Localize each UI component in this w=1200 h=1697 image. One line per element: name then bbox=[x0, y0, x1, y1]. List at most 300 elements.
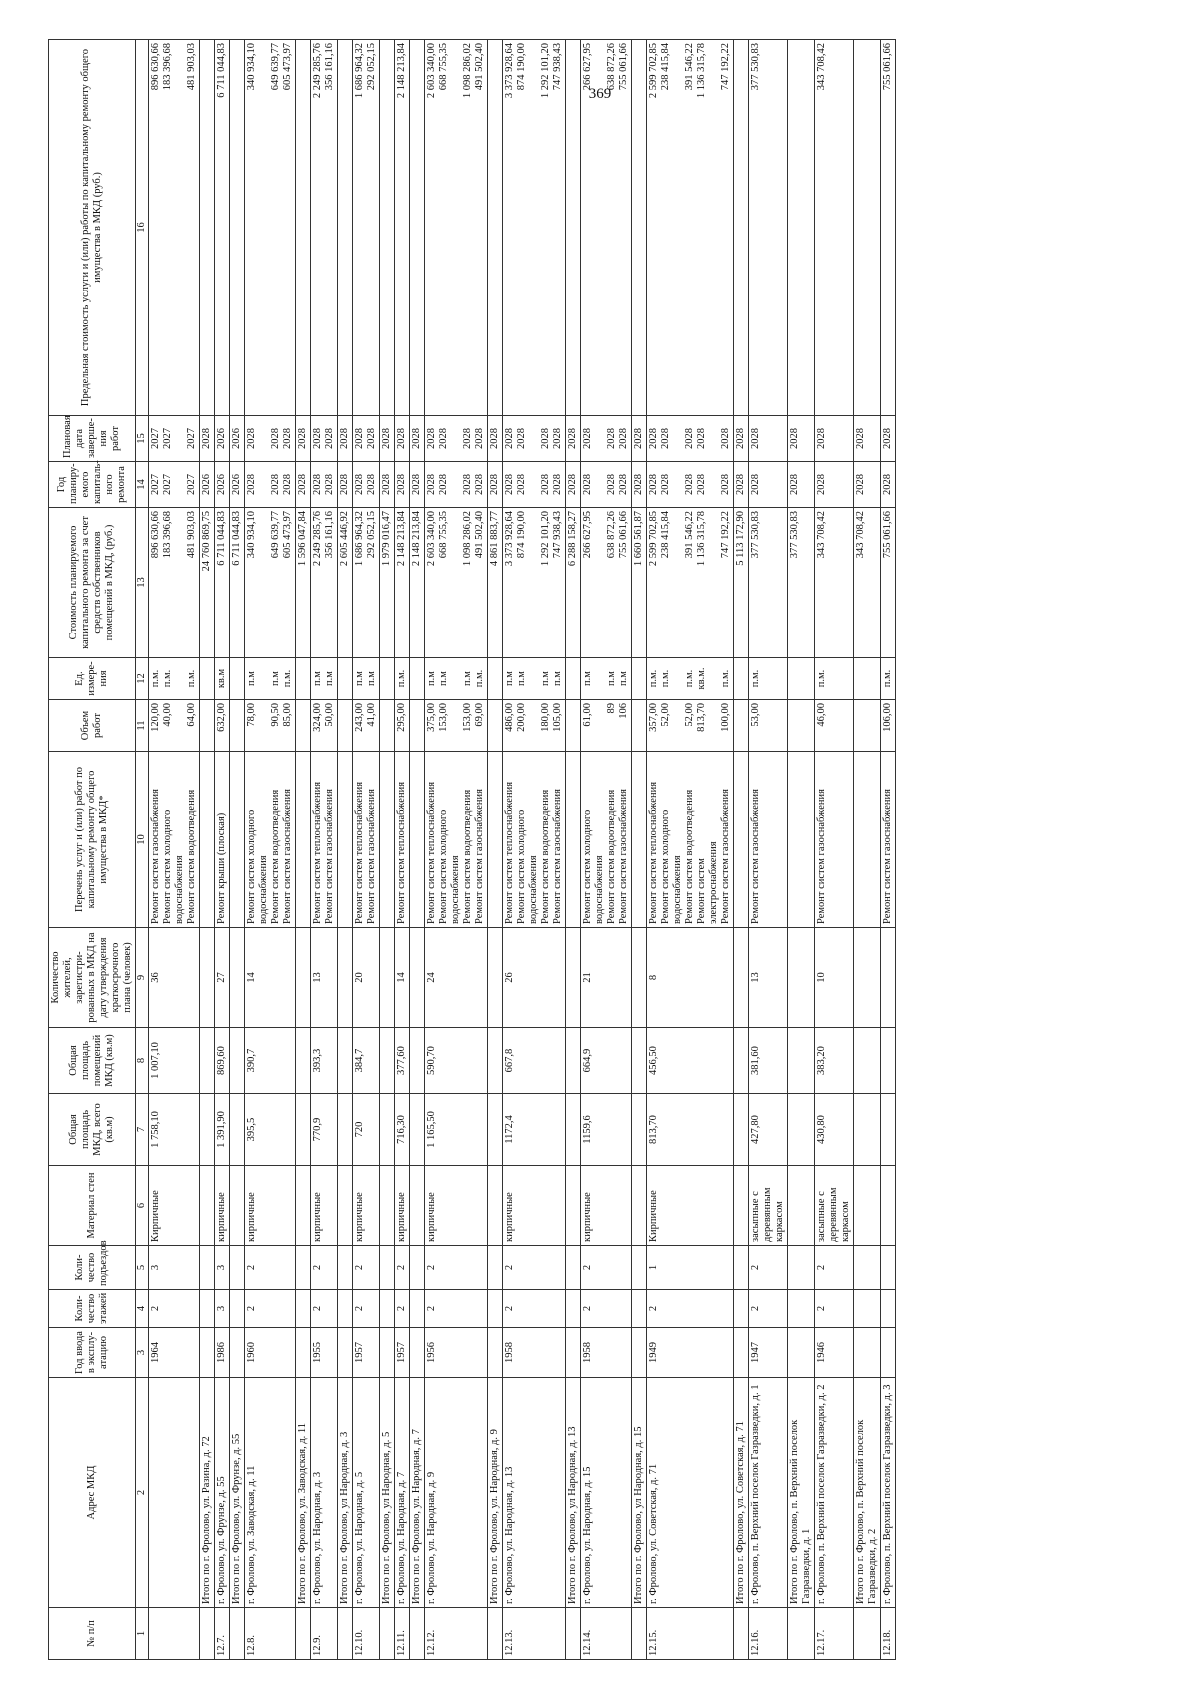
cost-limit-line: 1 292 101,20 bbox=[540, 43, 551, 99]
unit bbox=[581, 658, 632, 700]
unit bbox=[338, 658, 353, 700]
column-number: 16 bbox=[136, 40, 149, 416]
completion-date bbox=[311, 416, 338, 462]
residents: 27 bbox=[215, 928, 230, 1028]
total-area bbox=[380, 1094, 395, 1166]
unit-line: кв.м. bbox=[696, 667, 707, 690]
cost-limit bbox=[311, 40, 338, 416]
completion-date-line: 2028 bbox=[354, 428, 365, 449]
work-volume-line: 89 bbox=[606, 703, 617, 714]
works-list-line: Ремонт систем газоснабжения bbox=[366, 789, 377, 924]
repair-year-line: 2028 bbox=[660, 474, 671, 495]
repair-year bbox=[311, 462, 338, 508]
work-volume-line bbox=[174, 703, 186, 748]
unit bbox=[488, 658, 503, 700]
repair-year bbox=[854, 462, 881, 508]
completion-date-line: 2028 bbox=[504, 428, 515, 449]
completion-date-line: 2028 bbox=[816, 428, 827, 449]
residents bbox=[296, 928, 311, 1028]
works-list-line: Ремонт систем газоснабжения bbox=[618, 789, 629, 924]
total-area: 395,5 bbox=[245, 1094, 296, 1166]
repair-year bbox=[788, 462, 815, 508]
completion-date-line: 2026 bbox=[216, 428, 227, 449]
completion-date-line: 2028 bbox=[516, 428, 527, 449]
works-list-line: водоснабжения bbox=[174, 855, 185, 924]
wall-material bbox=[566, 1166, 581, 1246]
repair-year-line: 2027 bbox=[162, 474, 173, 495]
column-number-row bbox=[136, 40, 149, 1660]
cost-limit bbox=[380, 40, 395, 416]
column-number: 5 bbox=[136, 1246, 149, 1290]
unit-line: п.м bbox=[426, 671, 437, 686]
repair-year-line: 2028 bbox=[282, 474, 293, 495]
cost-limit-line: 896 630,66 bbox=[150, 43, 161, 91]
works-list bbox=[425, 752, 488, 928]
unit-line: п.м. bbox=[150, 669, 161, 688]
total-area: 1 165,50 bbox=[425, 1094, 488, 1166]
repair-year-line: 2028 bbox=[366, 474, 377, 495]
year-built: 1957 bbox=[353, 1328, 380, 1378]
unit-line: п.м. bbox=[396, 669, 407, 688]
completion-date bbox=[581, 416, 632, 462]
repair-year-line bbox=[174, 465, 186, 504]
residents bbox=[788, 928, 815, 1028]
work-volume-line: 61,00 bbox=[582, 703, 593, 727]
repair-year-line: 2028 bbox=[618, 474, 629, 495]
completion-date bbox=[749, 416, 788, 462]
floors: 2 bbox=[749, 1290, 788, 1328]
total-area bbox=[881, 1094, 896, 1166]
planned-cost-line: 266 627,95 bbox=[582, 511, 593, 559]
planned-cost-line: 668 755,35 bbox=[438, 511, 449, 559]
total-area: 716,30 bbox=[395, 1094, 410, 1166]
work-volume-line: 243,00 bbox=[354, 703, 365, 732]
wall-material: засыпные с деревянным каркасом bbox=[815, 1166, 854, 1246]
unit-line: п.м bbox=[552, 671, 563, 686]
year-built bbox=[854, 1328, 881, 1378]
unit-line: п.м. bbox=[684, 669, 695, 688]
work-volume bbox=[353, 700, 380, 752]
column-number: 15 bbox=[136, 416, 149, 462]
table-row bbox=[854, 40, 881, 1660]
repair-year-line: 2028 bbox=[567, 474, 578, 495]
residents bbox=[566, 928, 581, 1028]
cost-limit bbox=[854, 40, 881, 416]
work-volume bbox=[230, 700, 245, 752]
repair-year-line: 2026 bbox=[201, 474, 212, 495]
completion-date-line: 2028 bbox=[855, 428, 866, 449]
repair-year-line: 2028 bbox=[633, 474, 644, 495]
total-area: 430,80 bbox=[815, 1094, 854, 1166]
premises-area: 664,9 bbox=[581, 1028, 632, 1094]
table-row bbox=[647, 40, 734, 1660]
row-number bbox=[488, 1608, 503, 1660]
repair-year-line: 2028 bbox=[582, 474, 593, 495]
floors bbox=[734, 1290, 749, 1328]
year-built bbox=[788, 1328, 815, 1378]
total-area: 1 391,90 bbox=[215, 1094, 230, 1166]
entrances bbox=[566, 1246, 581, 1290]
planned-cost-line: 481 903,03 bbox=[186, 511, 197, 559]
row-number: 12.14. bbox=[581, 1608, 632, 1660]
planned-cost bbox=[488, 508, 503, 658]
works-list bbox=[488, 752, 503, 928]
entrances bbox=[338, 1246, 353, 1290]
repair-year bbox=[296, 462, 311, 508]
wall-material bbox=[230, 1166, 245, 1246]
repair-year-line: 2028 bbox=[489, 474, 500, 495]
planned-cost bbox=[815, 508, 854, 658]
work-volume-line: 78,00 bbox=[246, 703, 257, 727]
year-built bbox=[488, 1328, 503, 1378]
residents: 13 bbox=[749, 928, 788, 1028]
wall-material bbox=[734, 1166, 749, 1246]
year-built bbox=[230, 1328, 245, 1378]
total-area bbox=[230, 1094, 245, 1166]
completion-date-line bbox=[594, 419, 606, 458]
completion-date bbox=[503, 416, 566, 462]
cost-limit-line: 1 098 286,02 bbox=[462, 43, 473, 99]
row-number bbox=[632, 1608, 647, 1660]
work-volume-line: 153,00 bbox=[462, 703, 473, 732]
entrances: 2 bbox=[395, 1246, 410, 1290]
works-list-line: Ремонт систем водоотведения bbox=[606, 789, 617, 924]
wall-material bbox=[632, 1166, 647, 1246]
completion-date-line bbox=[174, 419, 186, 458]
planned-cost-line: 638 872,26 bbox=[606, 511, 617, 559]
unit-line: п.м bbox=[618, 671, 629, 686]
work-volume bbox=[215, 700, 230, 752]
completion-date bbox=[380, 416, 395, 462]
completion-date bbox=[338, 416, 353, 462]
planned-cost bbox=[881, 508, 896, 658]
column-number: 3 bbox=[136, 1328, 149, 1378]
premises-area bbox=[734, 1028, 749, 1094]
completion-date-line: 2028 bbox=[324, 428, 335, 449]
planned-cost-line bbox=[174, 511, 186, 654]
repair-year bbox=[566, 462, 581, 508]
cost-limit-line: 356 161,16 bbox=[324, 43, 335, 91]
table-row bbox=[149, 40, 200, 1660]
premises-area bbox=[230, 1028, 245, 1094]
completion-date-line: 2027 bbox=[186, 428, 197, 449]
year-built: 1960 bbox=[245, 1328, 296, 1378]
repair-year-line: 2028 bbox=[720, 474, 731, 495]
premises-area: 590,70 bbox=[425, 1028, 488, 1094]
repair-year-line: 2028 bbox=[855, 474, 866, 495]
works-list bbox=[503, 752, 566, 928]
residents bbox=[230, 928, 245, 1028]
floors: 2 bbox=[245, 1290, 296, 1328]
row-number: 12.8. bbox=[245, 1608, 296, 1660]
cost-limit bbox=[353, 40, 380, 416]
total-area bbox=[854, 1094, 881, 1166]
premises-area bbox=[881, 1028, 896, 1094]
premises-area: 456,50 bbox=[647, 1028, 734, 1094]
floors: 2 bbox=[815, 1290, 854, 1328]
work-volume-line: 106 bbox=[618, 703, 629, 719]
table-row bbox=[338, 40, 353, 1660]
planned-cost bbox=[566, 508, 581, 658]
works-list-line: Ремонт систем теплоснабжения bbox=[648, 781, 659, 924]
planned-cost bbox=[749, 508, 788, 658]
completion-date-line: 2028 bbox=[789, 428, 800, 449]
table-row bbox=[200, 40, 215, 1660]
repair-year bbox=[632, 462, 647, 508]
repair-year-line: 2026 bbox=[231, 474, 242, 495]
premises-area: 377,60 bbox=[395, 1028, 410, 1094]
repair-year-line: 2028 bbox=[297, 474, 308, 495]
column-number: 2 bbox=[136, 1378, 149, 1608]
column-number: 10 bbox=[136, 752, 149, 928]
floors bbox=[854, 1290, 881, 1328]
year-built: 1946 bbox=[815, 1328, 854, 1378]
entrances bbox=[488, 1246, 503, 1290]
cost-limit bbox=[215, 40, 230, 416]
work-volume-line bbox=[528, 703, 540, 748]
cost-limit-line: 491 502,40 bbox=[474, 43, 485, 91]
planned-cost-line: 4 861 883,77 bbox=[489, 511, 500, 567]
completion-date bbox=[425, 416, 488, 462]
year-built: 1964 bbox=[149, 1328, 200, 1378]
premises-area bbox=[632, 1028, 647, 1094]
column-header: Объем работ bbox=[49, 700, 136, 752]
planned-cost bbox=[647, 508, 734, 658]
residents: 36 bbox=[149, 928, 200, 1028]
unit-line: п.м bbox=[324, 671, 335, 686]
entrances: 2 bbox=[815, 1246, 854, 1290]
cost-limit-line bbox=[594, 43, 606, 412]
works-list-line: Ремонт крыши (плоская) bbox=[216, 812, 227, 924]
work-volume bbox=[581, 700, 632, 752]
completion-date bbox=[788, 416, 815, 462]
planned-cost-line: 2 603 340,00 bbox=[426, 511, 437, 567]
completion-date bbox=[854, 416, 881, 462]
total-area: 770,9 bbox=[311, 1094, 338, 1166]
column-number: 8 bbox=[136, 1028, 149, 1094]
wall-material bbox=[788, 1166, 815, 1246]
planned-cost bbox=[296, 508, 311, 658]
address: Итого по г. Фролово, ул Народная, д. 13 bbox=[566, 1378, 581, 1608]
table-row bbox=[881, 40, 896, 1660]
page-number: 369 bbox=[588, 86, 612, 102]
unit-line bbox=[450, 661, 462, 696]
works-list-line: Ремонт систем теплоснабжения bbox=[312, 781, 323, 924]
completion-date-line: 2028 bbox=[582, 428, 593, 449]
planned-cost-line: 343 708,42 bbox=[816, 511, 827, 559]
repair-year-line: 2028 bbox=[696, 474, 707, 495]
cost-limit-line: 183 396,68 bbox=[162, 43, 173, 91]
total-area: 720 bbox=[353, 1094, 380, 1166]
entrances: 3 bbox=[149, 1246, 200, 1290]
entrances bbox=[296, 1246, 311, 1290]
table-row bbox=[632, 40, 647, 1660]
completion-date-line: 2028 bbox=[696, 428, 707, 449]
entrances: 2 bbox=[581, 1246, 632, 1290]
unit bbox=[734, 658, 749, 700]
address: г. Фролово, ул. Народная, д. 9 bbox=[425, 1378, 488, 1608]
cost-limit-line: 2 148 213,84 bbox=[396, 43, 407, 99]
unit-line: п.м. bbox=[282, 669, 293, 688]
floors bbox=[566, 1290, 581, 1328]
work-volume-line: 105,00 bbox=[552, 703, 563, 732]
unit bbox=[788, 658, 815, 700]
cost-limit bbox=[296, 40, 311, 416]
year-built: 1958 bbox=[503, 1328, 566, 1378]
works-list-line: Ремонт систем теплоснабжения bbox=[426, 781, 437, 924]
row-number: 12.7. bbox=[215, 1608, 230, 1660]
repair-year-line: 2028 bbox=[648, 474, 659, 495]
work-volume bbox=[338, 700, 353, 752]
premises-area: 381,60 bbox=[749, 1028, 788, 1094]
works-list-line: Ремонт систем газоснабжения bbox=[552, 789, 563, 924]
table-row bbox=[311, 40, 338, 1660]
cost-limit-line: 649 639,77 bbox=[270, 43, 281, 91]
unit bbox=[566, 658, 581, 700]
work-volume-line bbox=[450, 703, 462, 748]
planned-cost-line: 1 660 561,87 bbox=[633, 511, 644, 567]
address: Итого по г. Фролово, ул. Советская, д. 71 bbox=[734, 1378, 749, 1608]
repair-year-line: 2028 bbox=[381, 474, 392, 495]
column-number: 9 bbox=[136, 928, 149, 1028]
premises-area bbox=[200, 1028, 215, 1094]
year-built bbox=[338, 1328, 353, 1378]
cost-limit-line: 343 708,42 bbox=[816, 43, 827, 91]
unit-line: п.м bbox=[504, 671, 515, 686]
unit bbox=[815, 658, 854, 700]
planned-cost-line: 343 708,42 bbox=[855, 511, 866, 559]
works-list-line: Ремонт систем холодного bbox=[516, 809, 527, 924]
cost-limit-line: 747 938,43 bbox=[552, 43, 563, 91]
works-list bbox=[353, 752, 380, 928]
floors: 2 bbox=[149, 1290, 200, 1328]
cost-limit bbox=[503, 40, 566, 416]
repair-year-line: 2028 bbox=[354, 474, 365, 495]
residents bbox=[380, 928, 395, 1028]
total-area: 1 758,10 bbox=[149, 1094, 200, 1166]
unit-line bbox=[708, 661, 720, 696]
year-built: 1958 bbox=[581, 1328, 632, 1378]
planned-cost bbox=[200, 508, 215, 658]
column-header: Адрес МКД bbox=[49, 1378, 136, 1608]
residents bbox=[632, 928, 647, 1028]
works-list bbox=[581, 752, 632, 928]
year-built: 1955 bbox=[311, 1328, 338, 1378]
address: г. Фролово, ул. Фрунзе, д. 55 bbox=[215, 1378, 230, 1608]
repair-year bbox=[230, 462, 245, 508]
cost-limit-line: 2 249 285,76 bbox=[312, 43, 323, 99]
row-number: 12.12. bbox=[425, 1608, 488, 1660]
repair-year-line: 2028 bbox=[462, 474, 473, 495]
table-row bbox=[245, 40, 296, 1660]
floors bbox=[410, 1290, 425, 1328]
unit bbox=[632, 658, 647, 700]
planned-cost bbox=[380, 508, 395, 658]
planned-cost-line: 1 136 315,78 bbox=[696, 511, 707, 567]
completion-date-line bbox=[258, 419, 270, 458]
year-built bbox=[734, 1328, 749, 1378]
completion-date-line: 2028 bbox=[660, 428, 671, 449]
works-list bbox=[245, 752, 296, 928]
premises-area: 393,3 bbox=[311, 1028, 338, 1094]
premises-area bbox=[788, 1028, 815, 1094]
completion-date bbox=[566, 416, 581, 462]
premises-area: 384,7 bbox=[353, 1028, 380, 1094]
cost-limit bbox=[581, 40, 632, 416]
repair-year-line bbox=[528, 465, 540, 504]
repair-year bbox=[881, 462, 896, 508]
cost-limit bbox=[230, 40, 245, 416]
work-volume-line: 85,00 bbox=[282, 703, 293, 727]
wall-material bbox=[410, 1166, 425, 1246]
works-list-line: Ремонт систем водоотведения bbox=[684, 789, 695, 924]
cost-limit-line: 481 903,03 bbox=[186, 43, 197, 91]
repair-year bbox=[149, 462, 200, 508]
completion-date bbox=[647, 416, 734, 462]
repair-year-line: 2028 bbox=[426, 474, 437, 495]
planned-cost-line: 238 415,84 bbox=[660, 511, 671, 559]
cost-limit bbox=[788, 40, 815, 416]
unit bbox=[149, 658, 200, 700]
planned-cost-line: 356 161,16 bbox=[324, 511, 335, 559]
completion-date-line: 2028 bbox=[246, 428, 257, 449]
cost-limit-line bbox=[258, 43, 270, 412]
cost-limit-line: 747 192,22 bbox=[720, 43, 731, 91]
works-list-line: Ремонт систем газоснабжения bbox=[282, 789, 293, 924]
planned-cost-line: 2 599 702,85 bbox=[648, 511, 659, 567]
planned-cost bbox=[353, 508, 380, 658]
address: Итого по г. Фролово, п. Верхний поселок Газразведки, д. 1 bbox=[788, 1378, 815, 1608]
premises-area: 869,60 bbox=[215, 1028, 230, 1094]
unit-line: п.м. bbox=[186, 669, 197, 688]
floors bbox=[788, 1290, 815, 1328]
planned-cost-line: 747 192,22 bbox=[720, 511, 731, 559]
row-number bbox=[380, 1608, 395, 1660]
column-number: 1 bbox=[136, 1608, 149, 1660]
year-built bbox=[296, 1328, 311, 1378]
planned-cost-line: 605 473,97 bbox=[282, 511, 293, 559]
floors: 2 bbox=[581, 1290, 632, 1328]
unit-line: п.м. bbox=[660, 669, 671, 688]
unit-line bbox=[528, 661, 540, 696]
unit bbox=[749, 658, 788, 700]
floors: 2 bbox=[395, 1290, 410, 1328]
repair-year-line: 2028 bbox=[789, 474, 800, 495]
cost-limit bbox=[734, 40, 749, 416]
table-row bbox=[503, 40, 566, 1660]
work-volume-line: 64,00 bbox=[186, 703, 197, 727]
planned-cost bbox=[245, 508, 296, 658]
works-list bbox=[215, 752, 230, 928]
rotated-table-sheet bbox=[48, 40, 1148, 1660]
unit-line: п.м. bbox=[882, 669, 893, 688]
repair-year-line bbox=[450, 465, 462, 504]
row-number: 12.11. bbox=[395, 1608, 410, 1660]
unit-line: п.м bbox=[354, 671, 365, 686]
unit-line bbox=[594, 661, 606, 696]
entrances: 2 bbox=[749, 1246, 788, 1290]
entrances bbox=[380, 1246, 395, 1290]
total-area bbox=[788, 1094, 815, 1166]
repair-year bbox=[734, 462, 749, 508]
works-list-line: водоснабжения bbox=[450, 855, 461, 924]
unit bbox=[380, 658, 395, 700]
repair-year bbox=[353, 462, 380, 508]
column-header: Общая площадь помещений МКД (кв.м) bbox=[49, 1028, 136, 1094]
unit-line: п.м bbox=[270, 671, 281, 686]
entrances bbox=[410, 1246, 425, 1290]
year-built bbox=[632, 1328, 647, 1378]
